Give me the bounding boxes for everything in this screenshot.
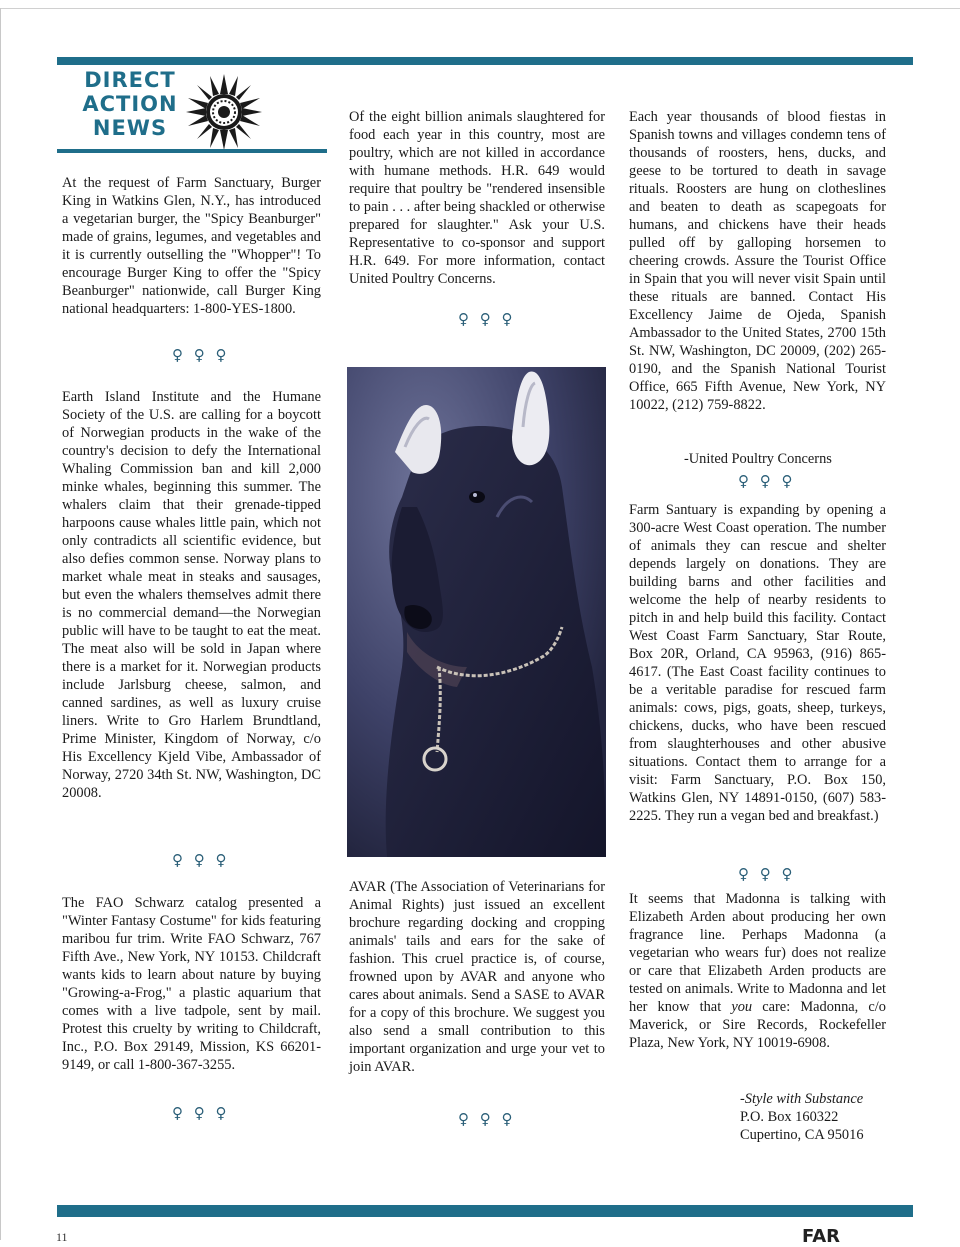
masthead-line-1: DIRECT: [84, 68, 176, 92]
separator-7: ♀ ♀ ♀: [738, 865, 796, 883]
top-rule: [57, 57, 913, 65]
article-spain-fiestas-text: Each year thousands of blood fiestas in Spanish towns and villages condemn tens of thousands of roosters, hens, ducks, and geese to be tortured to death in savage rituals. Roosters are hung on clotheslines and beaten to death as scapegoats for humans, and chickens have their heads pulled off by galloping horsemen to cheering crowds. Assure the Tourist Office in Spain that you will never visit Spain until these rituals are banned. Contact His Excellency Jaime de Ojeda, Spanish Ambassador to the United States, 2700 15th St. NW, Washington, DC 20009, (202) 265-0190, and the Spanish National Tourist Office, 665 Fifth Avenue, New York, NY 10022, (212) 759-8822.: [629, 109, 886, 413]
madonna-text-part-1: It seems that Madonna is talking with Elizabeth Arden about producing her own fragrance line. Perhaps Madonna (a vegetarian who wears fur) does not realize or care that Elizabeth Arden products are tested on animals. Write to Madonna and let her know that: [629, 891, 886, 1015]
doberman-photo: [347, 367, 606, 857]
scan-edge-line: [0, 8, 960, 9]
corner-text: FAR: [802, 1226, 841, 1247]
separator-5: ♀ ♀ ♀: [458, 1110, 516, 1128]
masthead-line-3: NEWS: [92, 116, 168, 140]
article-avar-text: AVAR (The Association of Veterinarians for Animal Rights) just issued an excellent brochure regarding docking and cropping animals' tails and ears for the sake of fashion. This cruel practice is, of course, frowned upon by AVAR and anyone who cares about animals. Send a SASE to AVAR for a copy of this brochure. We suggest you also send a small contribution to this important organization and urge your vet to join AVAR.: [349, 879, 605, 1075]
separator-4: ♀ ♀ ♀: [458, 310, 516, 328]
page-number: 11: [56, 1230, 68, 1244]
signature-name: -Style with Substance: [740, 1091, 864, 1107]
bottom-rule: [57, 1205, 913, 1217]
scan-edge-left: [0, 8, 1, 1240]
separator-1: ♀ ♀ ♀: [172, 346, 230, 364]
article-madonna: [629, 890, 886, 1052]
doberman-illustration: [347, 367, 606, 857]
signature-city: Cupertino, CA 95016: [740, 1127, 864, 1143]
sunflower-icon: [184, 72, 264, 152]
article-spain-fiestas: [629, 108, 886, 414]
separator-3: ♀ ♀ ♀: [172, 1104, 230, 1122]
madonna-text-part-2: care: Madonna, c/o Maverick, or Sire Records, Rockefeller Plaza, New York, NY 10019-6908.: [629, 999, 886, 1051]
masthead-rule: [57, 149, 327, 153]
article-norway-boycott-text: Earth Island Institute and the Humane Society of the U.S. are calling for a boycott of Norwegian products in the wake of the country's decision to defy the International Whaling Commission ban and kill 2,000 minke whales, beginning this summer. The whalers claim that their grenade-tipped harpoons cause whales little pain, which not only contradicts all scientific evidence, but also defies common sense. Norway plans to market whale meat in steaks and sausages, but even the whalers themselves admit there is no commercial demand—the Norwegian public will have to be taught to eat the meat. The meat also will be sold in Japan where there is a market for it. Norwegian products include Jarlsburg cheese, salmon, and canned sardines, as well as luxury cruise liners. Write to Gro Harlem Brundtland, Prime Minister, Kingdom of Norway, c/o His Excellency Kjeld Vibe, Ambassador of Norway, 2720 34th St. NW, Washington, DC 20008.: [62, 389, 321, 801]
signature-po-box: P.O. Box 160322: [740, 1109, 839, 1125]
article-fao-schwarz: [62, 894, 321, 1074]
madonna-emphasis: you: [731, 999, 753, 1015]
article-burger-king-text: At the request of Farm Sanctuary, Burger King in Watkins Glen, N.Y., has introduced a vegetarian burger, the "Spicy Beanburger" made of grains, legumes, and vegetables and it is currently outselling the "Whopper"! To encourage Burger King to offer the "Spicy Beanburger" nationwide, call Burger King national headquarters: 1-800-YES-1800.: [62, 175, 321, 317]
masthead: [60, 68, 326, 148]
article-burger-king: [62, 174, 321, 318]
masthead-title: [70, 68, 190, 140]
signature: [740, 1090, 864, 1144]
article-madonna-text: [629, 890, 886, 1052]
article-farm-sanctuary: [629, 501, 886, 825]
article-avar: [349, 878, 605, 1076]
article-farm-sanctuary-text: Farm Santuary is expanding by opening a 300-acre West Coast operation. The number of animals they can rescue and shelter depends largely on donations. They are building barns and other facilities and welcome the help of nearby residents to pitch in and help build this facility. Contact West Coast Farm Sanctuary, Star Route, Box 20R, Orland, CA 95963, (916) 865-4617. (The East Coast facility continues to be a veritable paradise for rescued farm animals: cows, pigs, goats, sheep, turkeys, chickens, ducks, who have been rescued from slaughterhouses and other abusive situations. Contact them to arrange for a visit: Farm Sanctuary, P.O. Box 150, Watkins Glen, NY 14891-0150, (607) 583-2225. They run a vegan bed and breakfast.): [629, 502, 886, 824]
credit-united-poultry: -United Poultry Concerns: [684, 451, 832, 467]
article-poultry-hr649-text: Of the eight billion animals slaughtered for food each year in this country, most are poultry, which are not killed in accordance with humane methods. H.R. 649 would require that poultry be "rendered insensible to pain . . . after being shackled or otherwise prepared for slaughter." Ask your U.S. Representative to co-sponsor and support H.R. 649. For more information, contact United Poultry Concerns.: [349, 109, 605, 287]
separator-6: ♀ ♀ ♀: [738, 472, 796, 490]
article-poultry-hr649: [349, 108, 605, 288]
separator-2: ♀ ♀ ♀: [172, 851, 230, 869]
article-fao-schwarz-text: The FAO Schwarz catalog presented a "Winter Fantasy Costume" for kids featuring maribou fur trim. Write FAO Schwarz, 767 Fifth Ave., New York, NY 10153. Childcraft wants kids to learn about nature by buying "Growing-a-Frog," a plastic aquarium that comes with a live tadpole, sent by mail. Protest this cruelty by writing to Childcraft, Inc., P.O. Box 29149, Mission, KS 66201-9149, or call 1-800-367-3255.: [62, 895, 321, 1073]
article-norway-boycott: [62, 388, 321, 802]
masthead-line-2: ACTION: [82, 92, 178, 116]
